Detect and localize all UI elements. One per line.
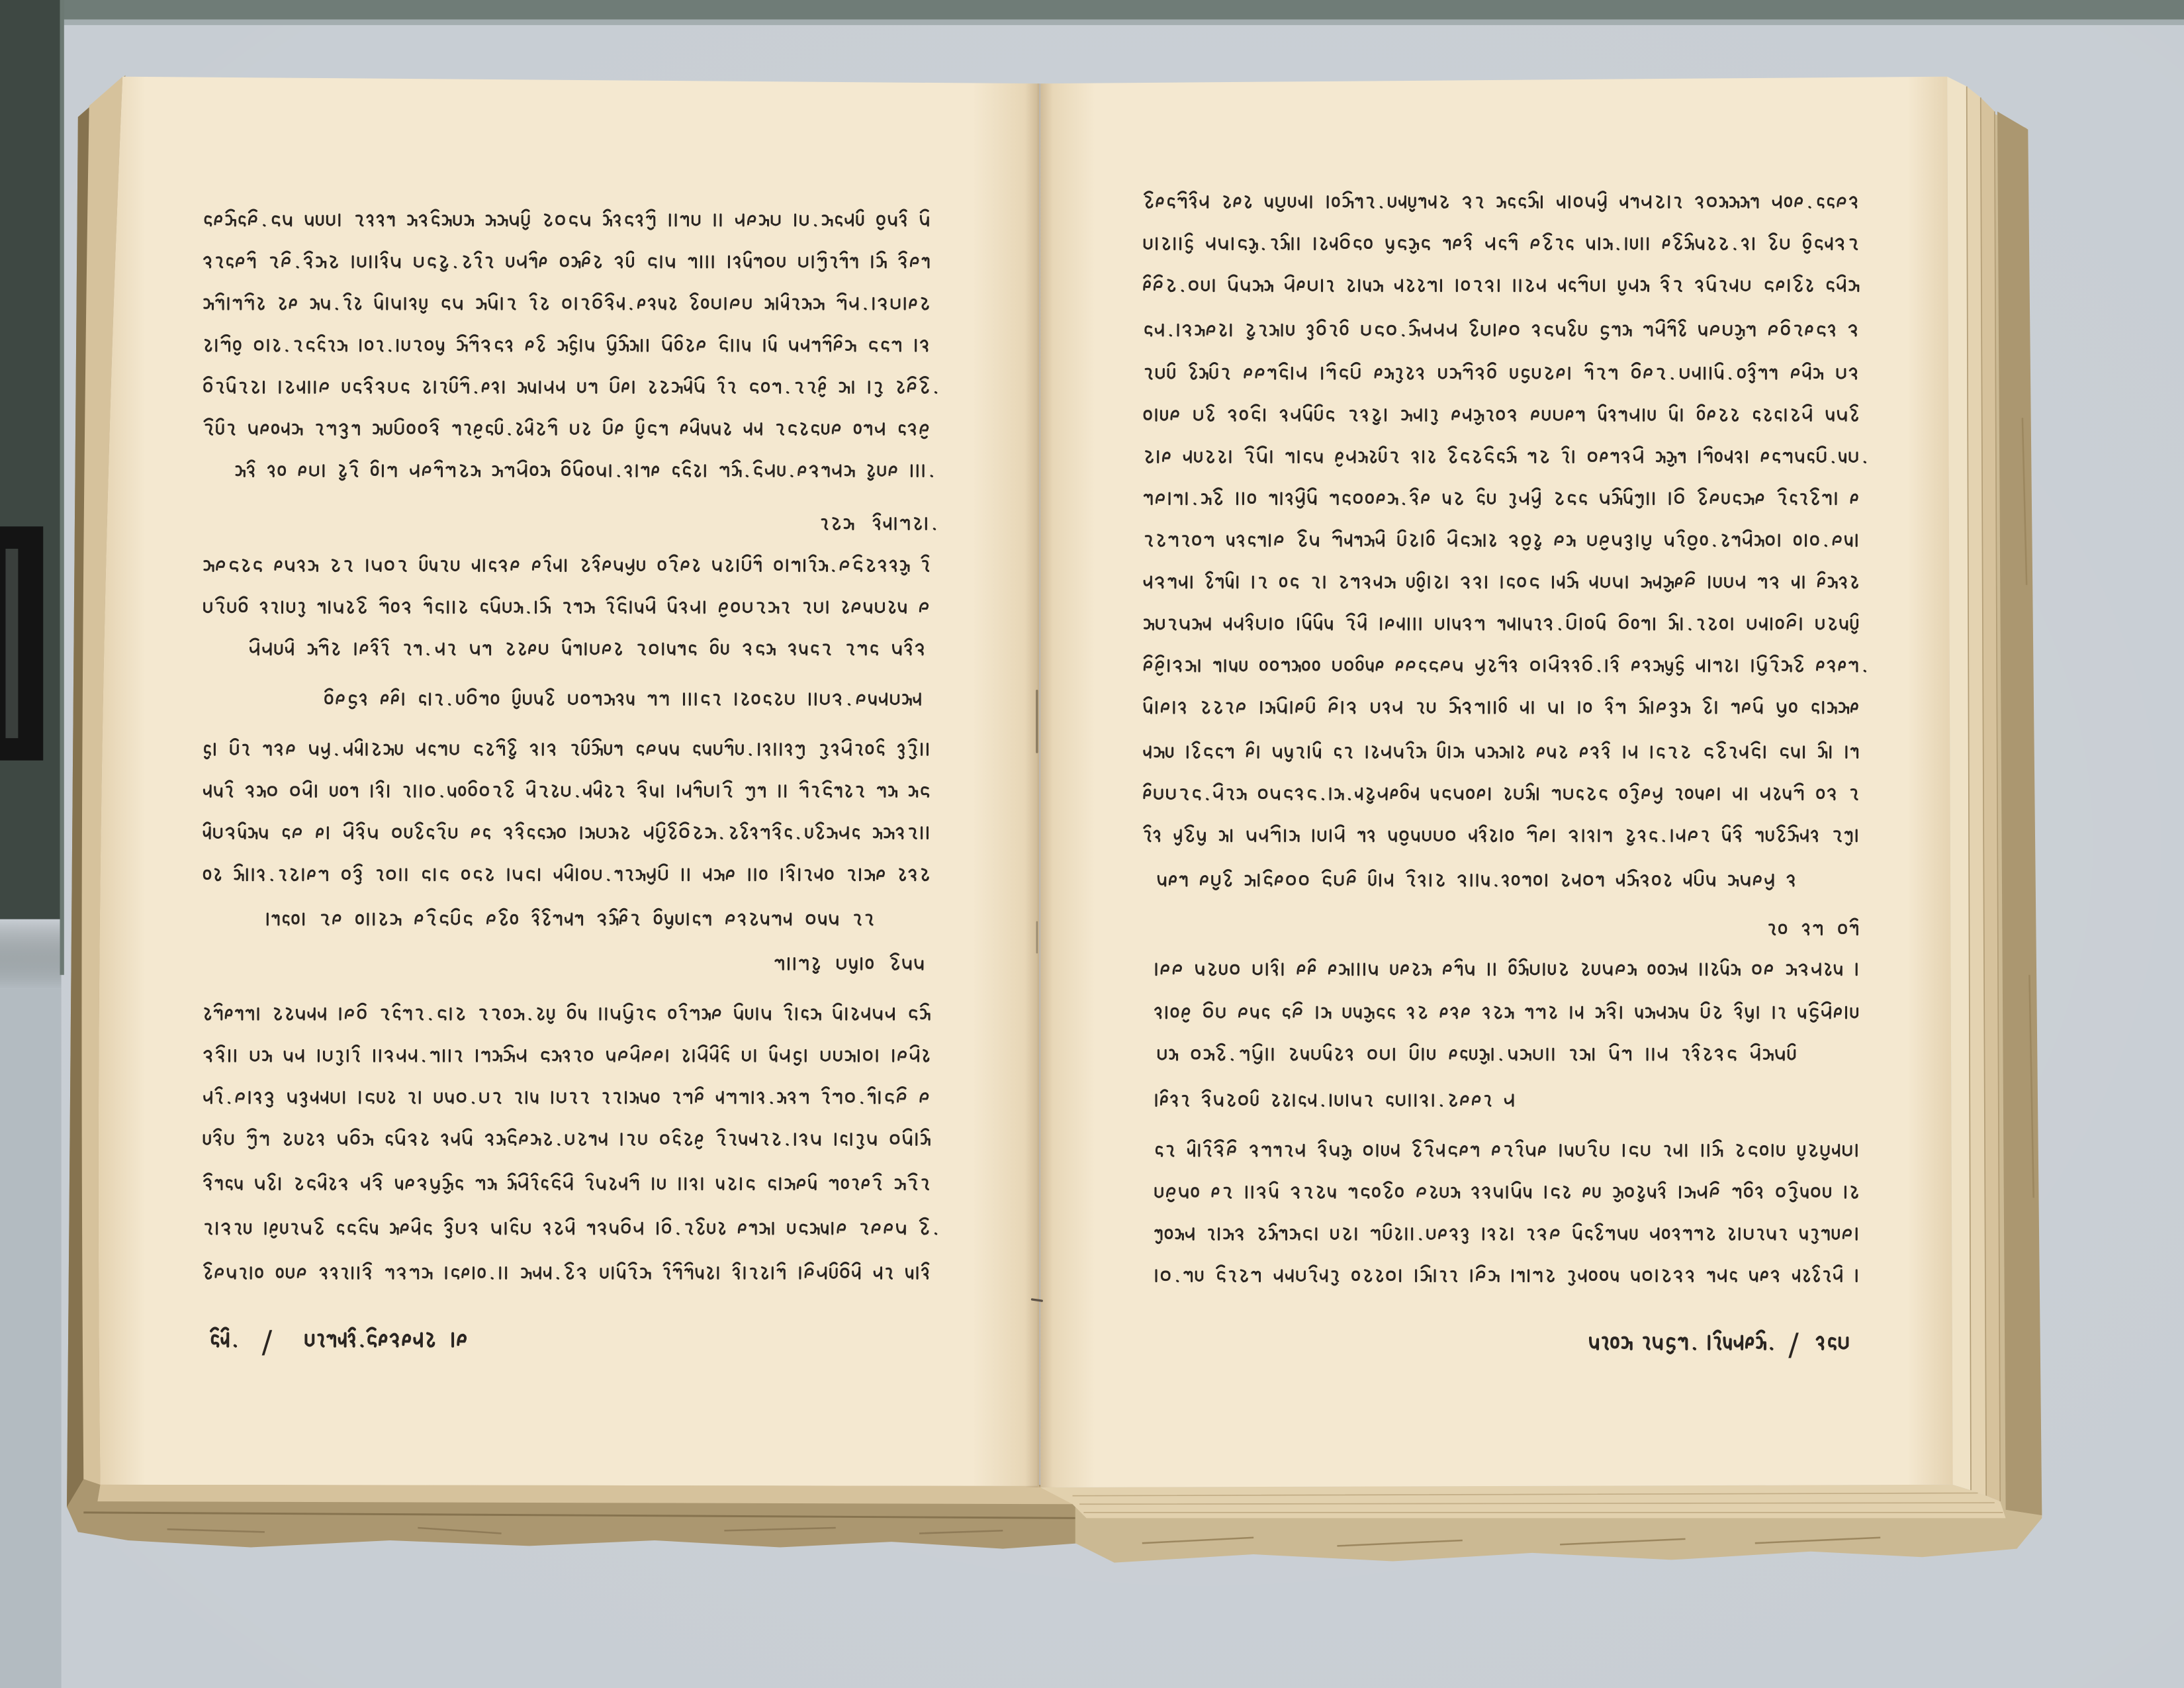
left-strip-fade: [0, 919, 62, 989]
left-lower-strip: [0, 989, 62, 1688]
top-band: [0, 0, 2184, 19]
left-dark-strip: [0, 0, 62, 919]
left-page-bottom-edge: [97, 1485, 1072, 1504]
top-band-highlight: [0, 19, 2184, 24]
right-footer-separator: /: [1788, 1327, 1799, 1363]
left-footer-separator: /: [261, 1323, 273, 1360]
binder-clip-inner: [5, 549, 18, 738]
gutter-mark: [1032, 1299, 1042, 1301]
left-strip-edge: [60, 0, 64, 975]
